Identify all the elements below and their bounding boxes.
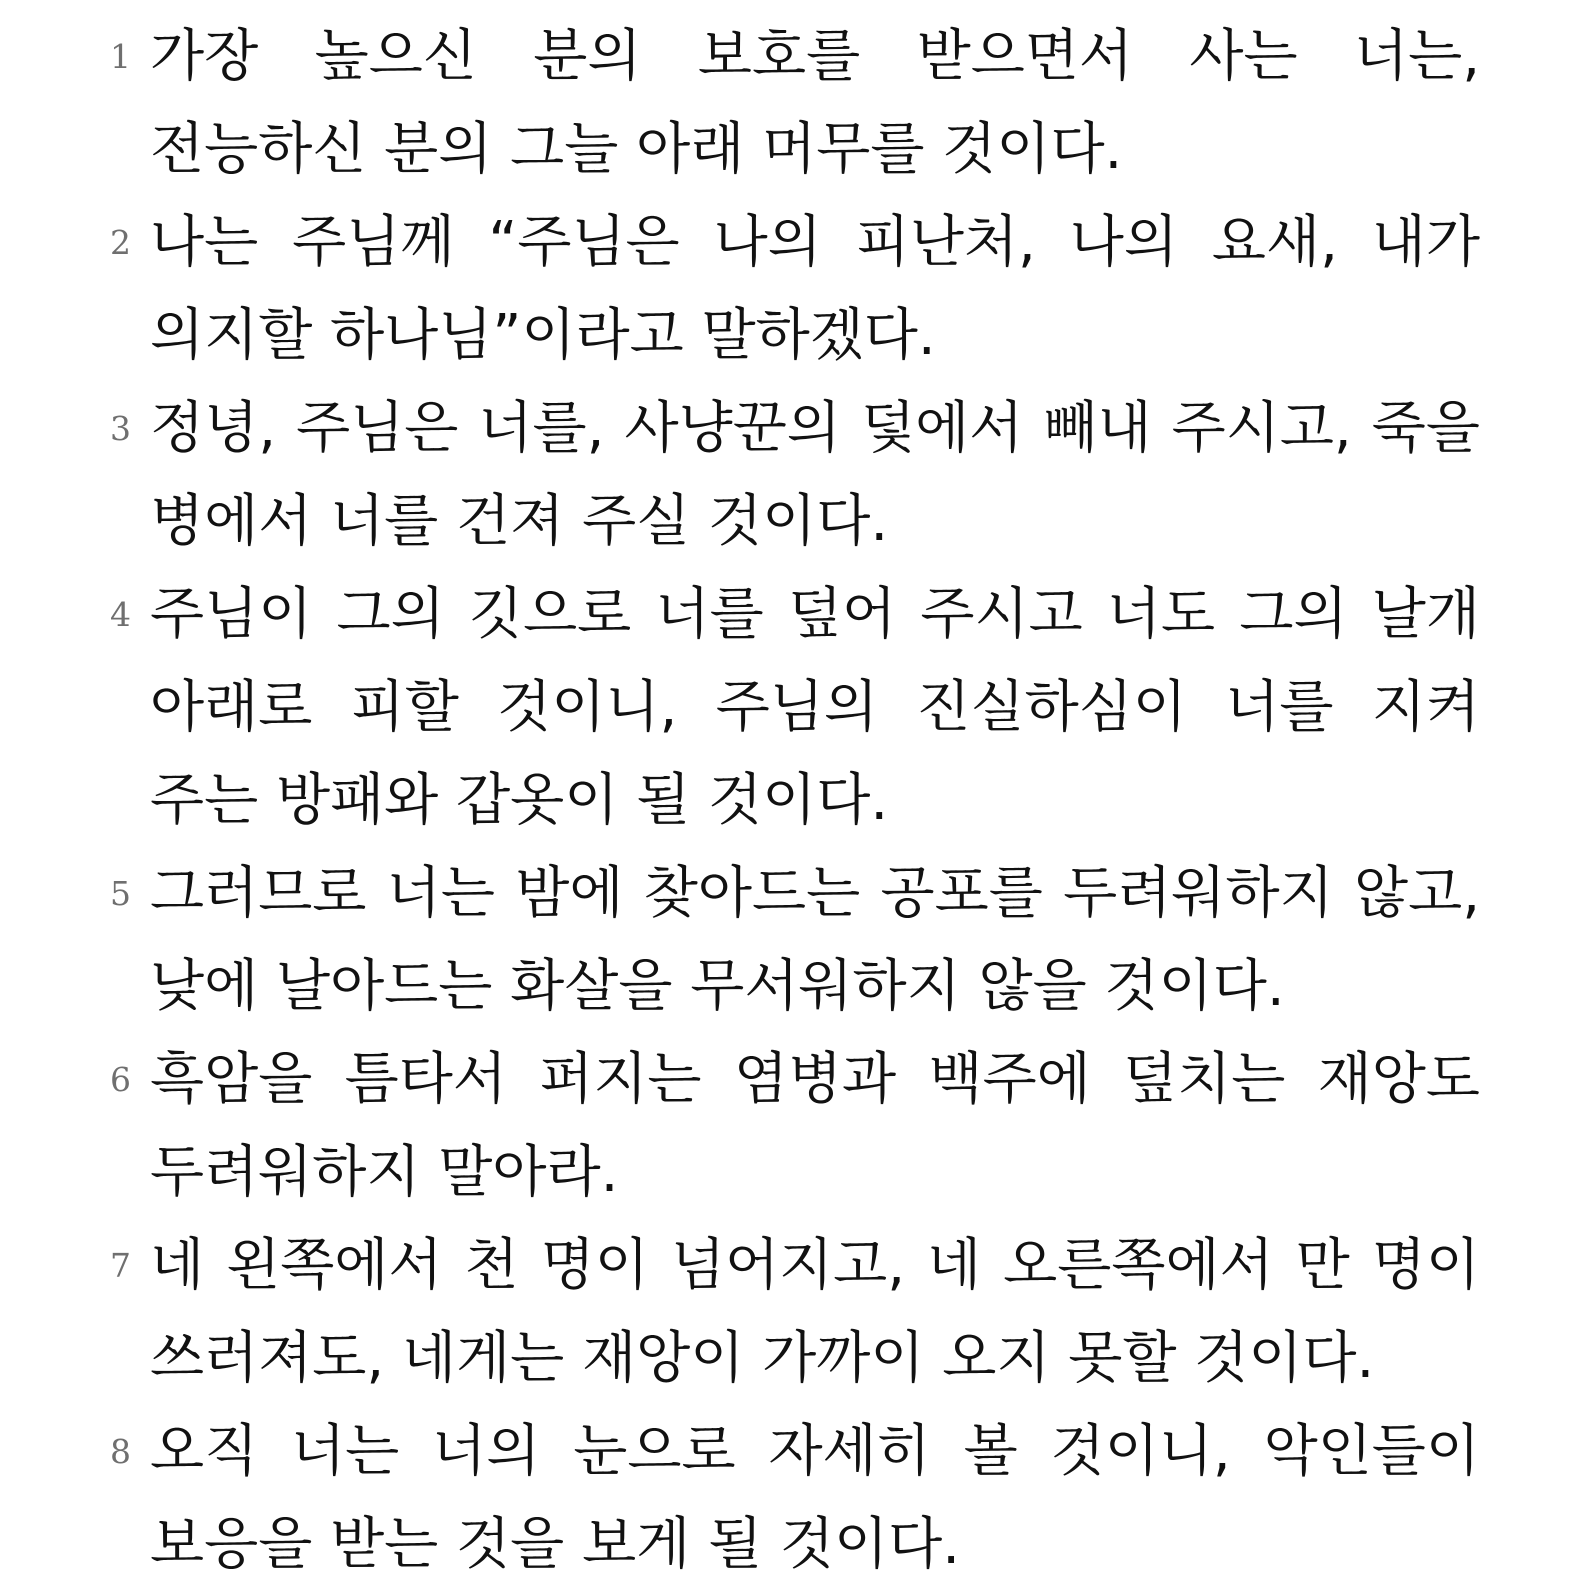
verse-4[interactable] bbox=[110, 568, 1480, 847]
verse-number: 1 bbox=[110, 37, 131, 76]
verse-text: 오직 너는 너의 눈으로 자세히 볼 것이니, 악인들이 보응을 받는 것을 보게 될 것이다. bbox=[150, 1419, 1480, 1577]
verse-number: 7 bbox=[110, 1246, 131, 1285]
verse-number: 3 bbox=[110, 409, 131, 448]
verse-5[interactable] bbox=[110, 847, 1480, 1033]
verse-number: 2 bbox=[110, 223, 131, 262]
verse-text: 그러므로 너는 밤에 찾아드는 공포를 두려워하지 않고, 낮에 날아드는 화살을 무서워하지 않을 것이다. bbox=[150, 861, 1480, 1019]
verse-text: 흑암을 틈타서 퍼지는 염병과 백주에 덮치는 재앙도 두려워하지 말아라. bbox=[150, 1047, 1480, 1205]
verse-number: 6 bbox=[110, 1060, 131, 1099]
verse-7[interactable] bbox=[110, 1219, 1480, 1405]
verse-number: 4 bbox=[110, 595, 131, 634]
verse-8[interactable] bbox=[110, 1405, 1480, 1589]
verse-text: 나는 주님께 “주님은 나의 피난처, 나의 요새, 내가 의지할 하나님”이라고 말하겠다. bbox=[150, 210, 1480, 368]
verse-3[interactable] bbox=[110, 382, 1480, 568]
verse-number: 5 bbox=[110, 874, 131, 913]
verse-text: 가장 높으신 분의 보호를 받으면서 사는 너는, 전능하신 분의 그늘 아래 머무를 것이다. bbox=[150, 24, 1480, 182]
verse-2[interactable] bbox=[110, 196, 1480, 382]
verse-text: 네 왼쪽에서 천 명이 넘어지고, 네 오른쪽에서 만 명이 쓰러져도, 네게는 재앙이 가까이 오지 못할 것이다. bbox=[150, 1233, 1480, 1391]
verse-number: 8 bbox=[110, 1432, 131, 1471]
verse-6[interactable] bbox=[110, 1033, 1480, 1219]
verse-text: 주님이 그의 깃으로 너를 덮어 주시고 너도 그의 날개 아래로 피할 것이니, 주님의 진실하심이 너를 지켜 주는 방패와 갑옷이 될 것이다. bbox=[150, 582, 1480, 833]
verse-text: 정녕, 주님은 너를, 사냥꾼의 덫에서 빼내 주시고, 죽을 병에서 너를 건져 주실 것이다. bbox=[150, 396, 1480, 554]
verse-1[interactable] bbox=[110, 10, 1480, 196]
